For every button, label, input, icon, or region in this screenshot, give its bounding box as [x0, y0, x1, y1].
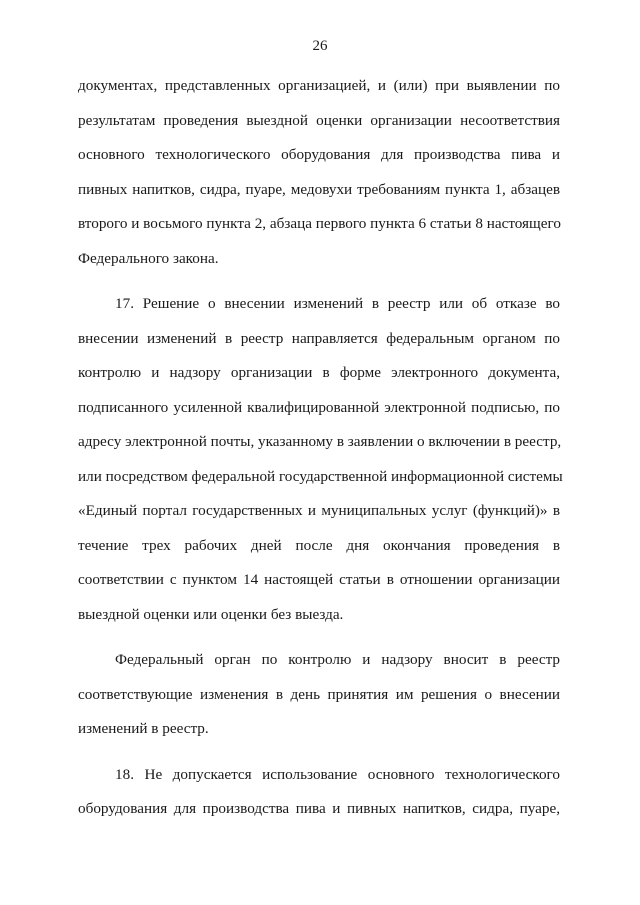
paragraph-item-18	[78, 758, 560, 827]
text-line: изменений в реестр.	[78, 720, 209, 737]
paragraph-item-17	[78, 287, 563, 632]
text-line: Федеральный орган по контролю и надзору вносит в реестр	[115, 651, 560, 668]
document-body	[78, 69, 563, 827]
text-line: документах, представленных организацией, и (или) при выявлении по	[78, 77, 560, 94]
text-line: 18. Не допускается использование основного технологического	[115, 765, 560, 783]
text-line: результатам проведения выездной оценки организации несоответствия	[78, 111, 560, 129]
text-line: 17. Решение о внесении изменений в реестр или об отказе во	[115, 295, 560, 312]
text-line: второго и восьмого пункта 2, абзаца первого пункта 6 статьи 8 настоящего	[78, 215, 561, 232]
text-line: соответствии с пунктом 14 настоящей статьи в отношении организации	[78, 571, 560, 588]
text-line: контролю и надзору организации в форме электронного документа,	[78, 364, 560, 381]
text-line: соответствующие изменения в день принятия им решения о внесении	[78, 685, 560, 703]
text-line: течение трех рабочих дней после дня окончания проведения в	[78, 536, 560, 554]
page-number: 26	[312, 38, 328, 54]
text-line: подписанного усиленной квалифицированной электронной подписью, по	[78, 398, 560, 416]
text-line: выездной оценки или оценки без выезда.	[78, 605, 344, 623]
paragraph-registry-changes	[78, 643, 560, 747]
text-line: основного технологического оборудования для производства пива и	[78, 146, 560, 163]
paragraph-continuation	[78, 69, 560, 276]
text-line: адресу электронной почты, указанному в заявлении о включении в реестр,	[78, 433, 562, 450]
text-line: или посредством федеральной государственной информационной системы	[78, 467, 563, 485]
text-line: Федерального закона.	[78, 249, 219, 267]
text-line: пивных напитков, сидра, пуаре, медовухи требованиям пункта 1, абзацев	[78, 180, 560, 198]
text-line: «Единый портал государственных и муниципальных услуг (функций)» в	[78, 502, 560, 519]
text-line: внесении изменений в реестр направляется федеральным органом по	[78, 329, 560, 347]
text-line: оборудования для производства пива и пивных напитков, сидра, пуаре,	[78, 800, 560, 817]
